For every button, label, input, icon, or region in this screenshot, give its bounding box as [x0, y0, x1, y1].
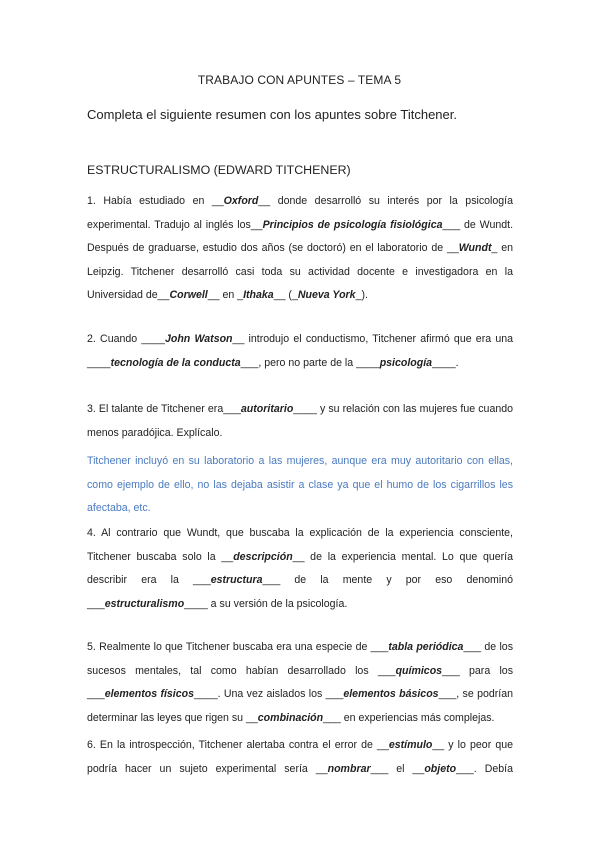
filled-answer: Oxford: [223, 195, 259, 207]
filled-answer: descripción: [233, 550, 293, 563]
filled-answer: Nueva York: [297, 289, 356, 301]
paragraph-4: 4. Al contrario que Wundt, que buscaba la explicación de la experiencia consciente, Titchener buscaba solo la __descripción__ de la experiencia mental. Lo que quería describir era la ___estructura___ de la mente y por eso denominó ___estructuralismo____ a su versión de la psicología.: [87, 527, 514, 610]
paragraph-5: 5. Realmente lo que Titchener buscaba era una especie de ___tabla periódica___ de los sucesos mentales, tal como habían desarrollado los ___químicos___ para los ___elementos físicos____. Una vez aislados los ___elementos básicos___, se podrían determinar las leyes que rigen su __combinación___ en experiencias más complejas.: [87, 641, 514, 724]
filled-answer: Corwell: [169, 289, 208, 301]
section-heading: ESTRUCTURALISMO (EDWARD TITCHENER): [87, 163, 351, 177]
filled-answer: tecnología de la conducta: [110, 356, 241, 369]
instructions: Completa el siguiente resumen con los apuntes sobre Titchener.: [87, 107, 457, 122]
filled-answer: Ithaka: [243, 289, 274, 301]
filled-answer: autoritario: [240, 403, 294, 415]
filled-answer: elementos físicos: [104, 688, 195, 700]
document-title: TRABAJO CON APUNTES – TEMA 5: [197, 73, 402, 87]
filled-answer: estructuralismo: [104, 597, 185, 610]
filled-answer: elementos básicos: [343, 688, 439, 700]
paragraph-1: 1. Había estudiado en __Oxford__ donde desarrolló su interés por la psicología experimental. Tradujo al inglés los__Principios de psicología fisiológica___ de Wundt. Después de graduarse, estudio dos años (se doctoró) en el laboratorio de __Wundt_ en Leipzig. Titchener desarrolló casi toda su actividad docente e investigadora en la Universidad de__Corwell__ en _Ithaka__ (_Nueva York_).: [87, 195, 514, 301]
filled-answer: combinación: [257, 711, 324, 724]
filled-answer: estímulo: [388, 739, 433, 751]
filled-answer: Principios de psicología fisiológica: [262, 218, 443, 231]
filled-answer: nombrar: [327, 762, 371, 775]
filled-answer: estructura: [210, 574, 263, 586]
paragraph-2: 2. Cuando ____John Watson__ introdujo el conductismo, Titchener afirmó que era una ____tecnología de la conducta___, pero no parte de la ____psicología____.: [87, 333, 514, 369]
student-answer: Titchener incluyó en su laboratorio a las mujeres, aunque era muy autoritario con ellas, como ejemplo de ello, no las dejaba asistir a clase ya que el humo de los cigarrillos les afectaba, etc.: [87, 455, 513, 514]
filled-answer: John Watson: [164, 333, 233, 345]
filled-answer: psicología: [379, 356, 433, 369]
filled-answer: químicos: [395, 664, 443, 677]
filled-answer: tabla periódica: [388, 641, 464, 653]
paragraph-3: 3. El talante de Titchener era___autoritario____ y su relación con las mujeres fue cuando menos paradójica. Explícalo.: [87, 403, 514, 439]
paragraph-6: 6. En la introspección, Titchener alertaba contra el error de __estímulo__ y lo peor que podría hacer un sujeto experimental sería __nombrar___ el __objeto___. Debía: [87, 739, 513, 775]
filled-answer: objeto: [424, 762, 457, 775]
filled-answer: Wundt: [458, 242, 492, 254]
